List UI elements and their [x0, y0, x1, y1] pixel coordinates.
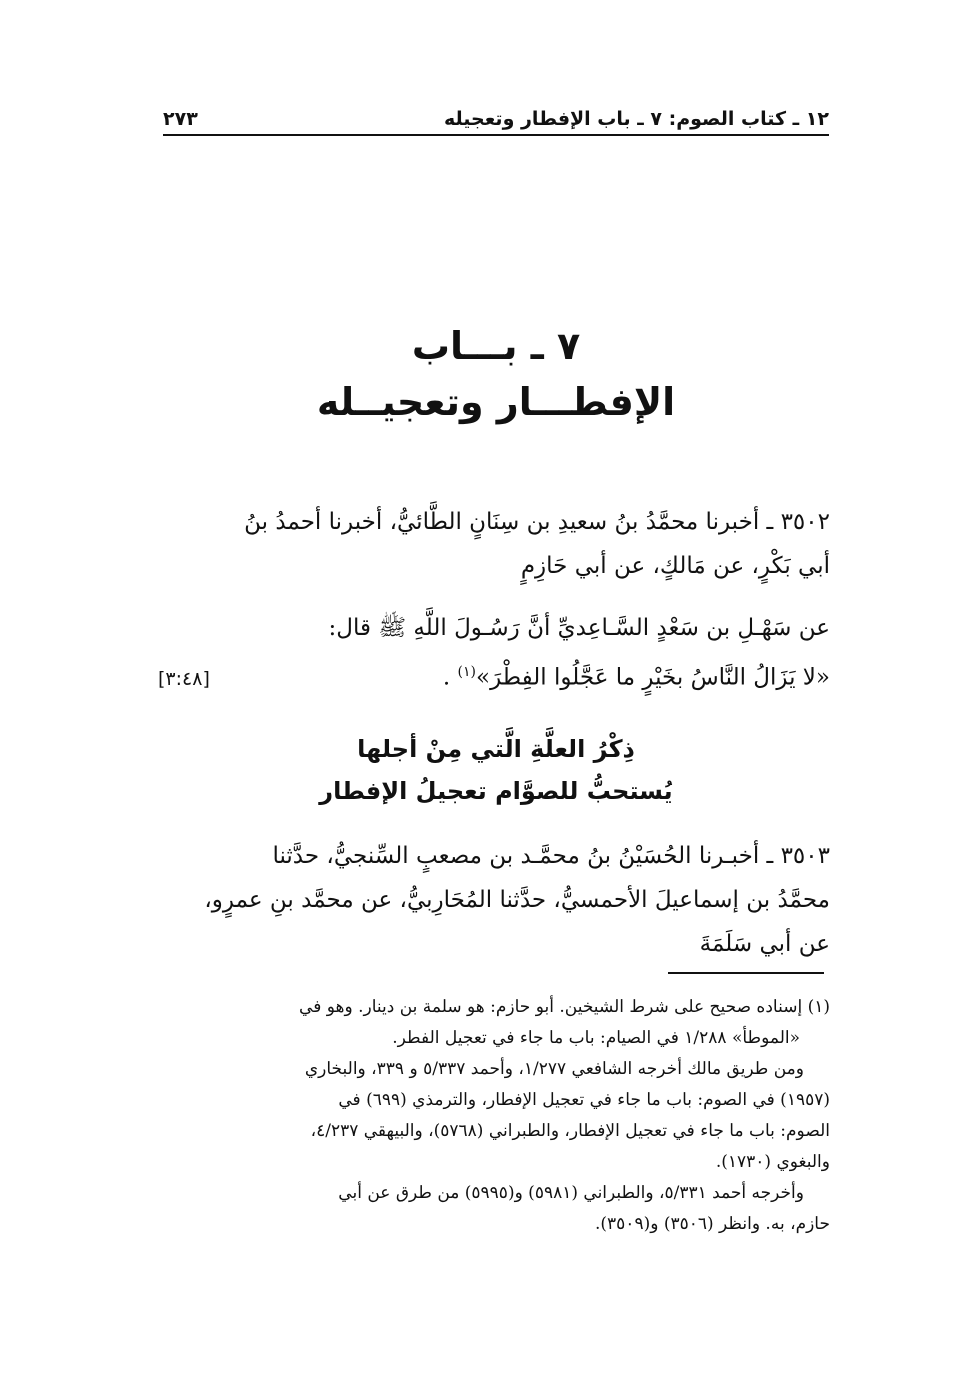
running-header	[163, 100, 829, 130]
header-chapter-title: ١٢ ـ كتاب الصوم: ٧ ـ باب الإفطار وتعجيله	[443, 108, 829, 130]
section-title	[163, 728, 829, 812]
isnad-line: أبي بَكْرٍ، عن مَالكٍ، عن أبي حَازِمٍ	[520, 553, 830, 579]
footnote-separator	[668, 972, 824, 974]
isnad-line: ٣٥٠٢ ـ أخبرنا محمَّدُ بنُ سعيدِ بن سِنَانٍ الطَّائيُّ، أخبرنا أحمدُ بنُ	[244, 509, 830, 535]
footnote-line: حازم، به. وانظر (٣٥٠٦) و(٣٥٠٩).	[595, 1214, 830, 1234]
chapter-heading	[163, 318, 829, 430]
hadith-line: ٣٥٠٣ ـ أخبـرنا الحُسَيْنُ بنُ محمَّـد بن مصعبٍ السِّنجيُّ، حدَّثنا	[272, 843, 830, 869]
matn-text	[443, 650, 830, 700]
matn-end-dot: .	[442, 664, 451, 691]
hadith-line: عن أبي سَلَمَةَ	[699, 931, 830, 957]
chapter-title: الإفطـــار وتعجيــله	[316, 380, 676, 424]
footnote-line: ومن طريق مالك أخرجه الشافعي ١/٢٧٧، وأحمد ٥/٣٣٧ و ٣٣٩، والبخاري	[304, 1059, 804, 1079]
footnote-line: (١٩٥٧) في الصوم: باب ما جاء في تعجيل الإفطار، والترمذي (٦٩٩) في	[338, 1090, 830, 1110]
hadith-3502-matn	[158, 606, 830, 701]
footnote-line: الصوم: باب ما جاء في تعجيل الإفطار، والطبراني (٥٧٦٨)، والبيهقي ٤/٢٣٧،	[310, 1121, 830, 1141]
hadith-line: محمَّدُ بن إسماعيلَ الأحمسيُّ، حدَّثنا المُحَارِبيُّ، عن محمَّد بنِ عمرٍو،	[204, 887, 830, 913]
footnote-line: (١) إسناده صحيح على شرط الشيخين. أبو حازم: هو سلمة بن دينار. وهو في	[299, 997, 830, 1017]
footnote-marker: (١)	[457, 664, 476, 680]
hadith-3503	[158, 834, 830, 966]
footnote-line: «الموطأ» ١/٢٨٨ في الصيام: باب ما جاء في تعجيل الفطر.	[392, 1028, 800, 1048]
hadith-3502-isnad	[158, 500, 830, 588]
header-rule	[163, 134, 829, 136]
section-title-line: يُستحبُّ للصوَّام تعجيلُ الإفطار	[319, 777, 673, 805]
matn-quote: «لا يَزَالُ النَّاسُ بخَيْرٍ ما عَجَّلُوا الفِطْرَ»	[476, 664, 830, 691]
footnote-line: وأخرجه أحمد ٥/٣٣١، والطبراني (٥٩٨١) و(٥٩٩٥) من طرق عن أبي	[338, 1183, 804, 1203]
footnote-line: والبغوي (١٧٣٠).	[715, 1152, 830, 1172]
chapter-number-title: ٧ ـ بـــاب	[411, 324, 581, 368]
page-number: ٢٧٣	[163, 108, 198, 130]
matn-row	[158, 650, 830, 701]
footnotes	[158, 992, 830, 1240]
section-title-line: ذِكْرُ العلَّةِ الَّتي مِنْ أجلها	[357, 735, 635, 763]
source-reference: [٣:٤٨]	[158, 667, 210, 690]
matn-line: عن سَهْـلِ بن سَعْدٍ السَّـاعِديِّ أنَّ رَسُـولَ اللَّهِ ﷺ قال:	[328, 615, 830, 641]
